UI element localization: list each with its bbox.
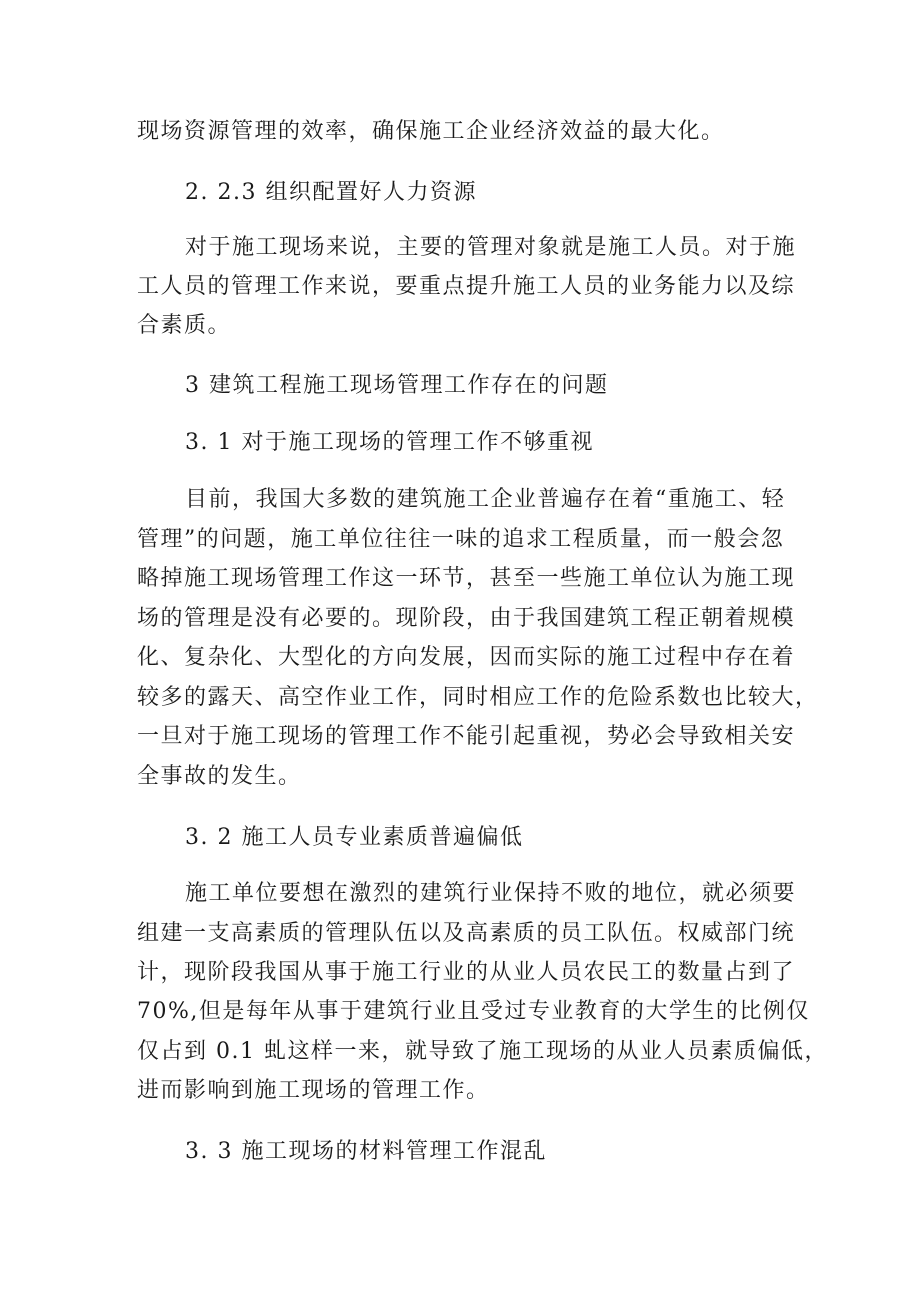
text-line: 场的管理是没有必要的。现阶段，由于我国建筑工程正朝着规模 bbox=[137, 606, 796, 631]
text-line: 施工单位要想在激烈的建筑行业保持不败的地位，就必须要 bbox=[185, 881, 797, 906]
section-heading: 3. 1 对于施工现场的管理工作不够重视 bbox=[185, 430, 594, 455]
text-line: 全事故的发生。 bbox=[137, 764, 302, 789]
text-line: 化、复杂化、大型化的方向发展，因而实际的施工过程中存在着 bbox=[137, 645, 796, 670]
text-line: 较多的露天、高空作业工作，同时相应工作的危险系数也比较大， bbox=[137, 685, 819, 710]
section-heading: 2. 2.3 组织配置好人力资源 bbox=[185, 180, 477, 205]
section-heading: 3. 3 施工现场的材料管理工作混乱 bbox=[185, 1139, 547, 1164]
text-line: 对于施工现场来说，主要的管理对象就是施工人员。对于施 bbox=[185, 235, 797, 260]
text-line: 一旦对于施工现场的管理工作不能引起重视，势必会导致相关安 bbox=[137, 724, 796, 749]
text-line: 组建一支高素质的管理队伍以及高素质的员工队伍。权威部门统 bbox=[137, 921, 796, 946]
text-line: 略掉施工现场管理工作这一环节，甚至一些施工单位认为施工现 bbox=[137, 566, 796, 591]
text-line: 工人员的管理工作来说，要重点提升施工人员的业务能力以及综 bbox=[137, 274, 796, 299]
text-line: 管理”的问题，施工单位往往一味的追求工程质量，而一般会忽 bbox=[137, 527, 785, 552]
text-line: 计，现阶段我国从事于施工行业的从业人员农民工的数量占到了 bbox=[137, 960, 796, 985]
text-line: 现场资源管理的效率，确保施工企业经济效益的最大化。 bbox=[137, 119, 725, 144]
text-line: 70%,但是每年从事于建筑行业且受过专业教育的大学生的比例仅 bbox=[137, 999, 810, 1024]
text-line: 仅占到 0.1 虬这样一来，就导致了施工现场的从业人员素质偏低， bbox=[137, 1039, 828, 1064]
text-line: 目前，我国大多数的建筑施工企业普遍存在着“重施工、轻 bbox=[185, 487, 786, 512]
section-heading: 3. 2 施工人员专业素质普遍偏低 bbox=[185, 825, 524, 850]
text-line: 进而影响到施工现场的管理工作。 bbox=[137, 1078, 490, 1103]
section-heading: 3 建筑工程施工现场管理工作存在的问题 bbox=[185, 373, 609, 398]
text-line: 合素质。 bbox=[137, 313, 232, 338]
